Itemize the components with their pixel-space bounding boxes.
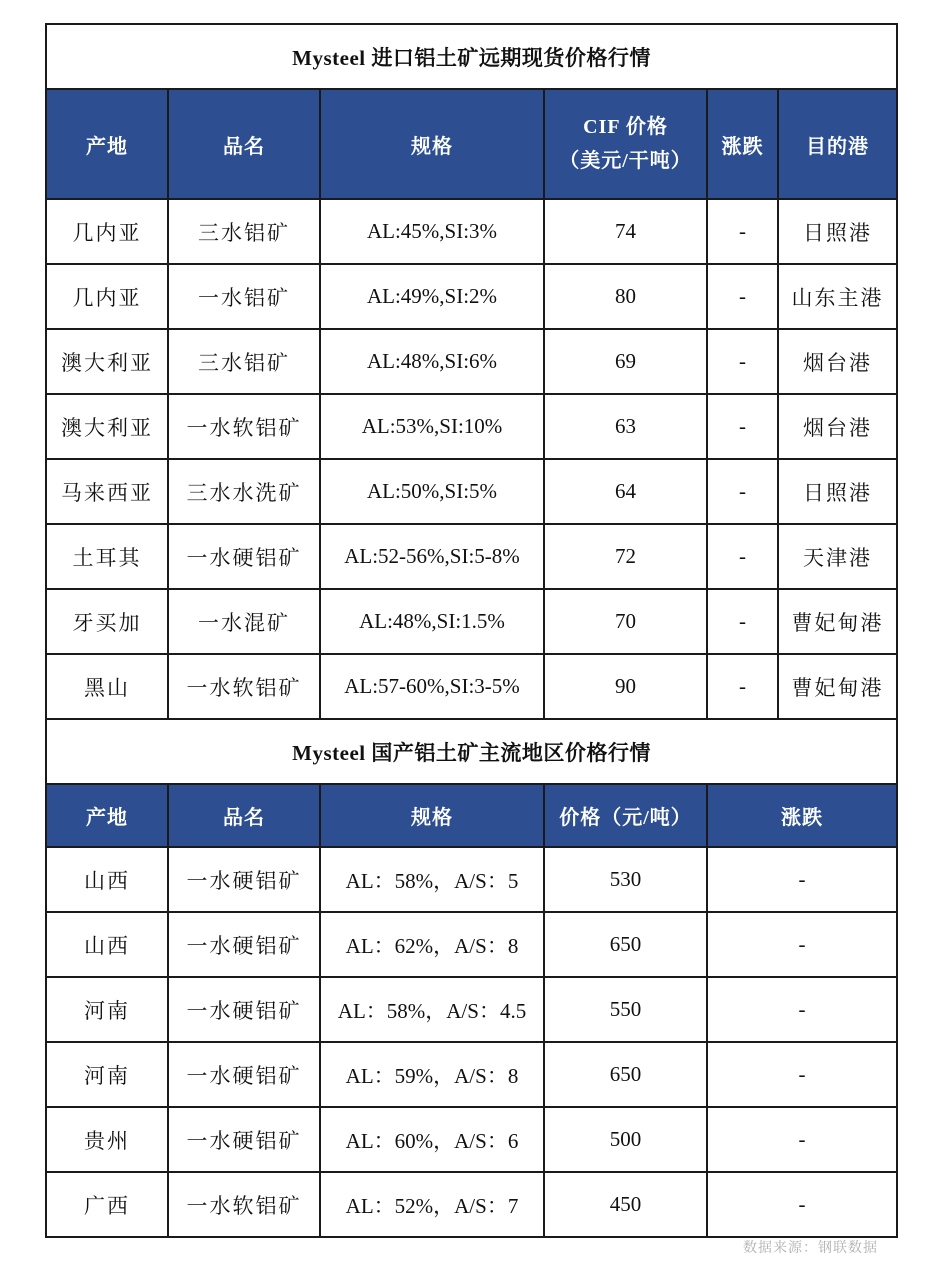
cell-change: - — [707, 1107, 897, 1172]
cell-price: 500 — [544, 1107, 707, 1172]
import-table-title: Mysteel 进口铝土矿远期现货价格行情 — [46, 24, 897, 89]
header-origin: 产地 — [46, 784, 168, 847]
table-row — [46, 977, 897, 1042]
cell-change: - — [707, 394, 778, 459]
domestic-header-row — [46, 784, 897, 847]
header-port: 目的港 — [778, 89, 897, 199]
domestic-table-body — [46, 847, 897, 1237]
cell-product: 一水硬铝矿 — [168, 847, 320, 912]
table-row — [46, 459, 897, 524]
cell-origin: 澳大利亚 — [46, 394, 168, 459]
cell-origin: 马来西亚 — [46, 459, 168, 524]
header-spec: 规格 — [320, 784, 544, 847]
cell-origin: 几内亚 — [46, 264, 168, 329]
cell-change: - — [707, 1172, 897, 1237]
cell-price: 90 — [544, 654, 707, 719]
cell-product: 一水软铝矿 — [168, 394, 320, 459]
cell-spec: AL：62%，A/S：8 — [320, 912, 544, 977]
cell-product: 三水铝矿 — [168, 199, 320, 264]
cell-price: 70 — [544, 589, 707, 654]
header-product: 品名 — [168, 784, 320, 847]
cell-port: 天津港 — [778, 524, 897, 589]
cell-change: - — [707, 459, 778, 524]
cell-spec: AL：58%，A/S：4.5 — [320, 977, 544, 1042]
table-row — [46, 654, 897, 719]
cell-origin: 土耳其 — [46, 524, 168, 589]
cell-spec: AL：60%，A/S：6 — [320, 1107, 544, 1172]
cell-product: 一水软铝矿 — [168, 654, 320, 719]
table-row — [46, 589, 897, 654]
cell-origin: 河南 — [46, 1042, 168, 1107]
cell-product: 一水硬铝矿 — [168, 912, 320, 977]
import-header-row — [46, 89, 897, 199]
cell-product: 三水水洗矿 — [168, 459, 320, 524]
table-row — [46, 1042, 897, 1107]
cell-port: 烟台港 — [778, 329, 897, 394]
cell-origin: 广西 — [46, 1172, 168, 1237]
cell-spec: AL:49%,SI:2% — [320, 264, 544, 329]
cell-price: 74 — [544, 199, 707, 264]
cell-price: 550 — [544, 977, 707, 1042]
cell-price: 650 — [544, 1042, 707, 1107]
data-source-note: 数据来源：钢联数据 — [743, 1240, 878, 1256]
cell-origin: 几内亚 — [46, 199, 168, 264]
cell-price: 63 — [544, 394, 707, 459]
table-row — [46, 1107, 897, 1172]
cell-spec: AL：52%，A/S：7 — [320, 1172, 544, 1237]
cell-port: 烟台港 — [778, 394, 897, 459]
cell-origin: 河南 — [46, 977, 168, 1042]
table-row — [46, 847, 897, 912]
cell-product: 一水硬铝矿 — [168, 524, 320, 589]
cell-origin: 牙买加 — [46, 589, 168, 654]
cell-port: 日照港 — [778, 459, 897, 524]
cell-change: - — [707, 977, 897, 1042]
header-spec: 规格 — [320, 89, 544, 199]
cell-port: 日照港 — [778, 199, 897, 264]
cell-change: - — [707, 589, 778, 654]
cell-spec: AL:50%,SI:5% — [320, 459, 544, 524]
price-table — [45, 23, 898, 1238]
cell-product: 三水铝矿 — [168, 329, 320, 394]
cell-product: 一水铝矿 — [168, 264, 320, 329]
import-table-body — [46, 199, 897, 719]
cell-spec: AL:45%,SI:3% — [320, 199, 544, 264]
cell-product: 一水硬铝矿 — [168, 1107, 320, 1172]
cell-origin: 黑山 — [46, 654, 168, 719]
cell-price: 69 — [544, 329, 707, 394]
domestic-table-title: Mysteel 国产铝土矿主流地区价格行情 — [46, 719, 897, 784]
price-report — [45, 23, 896, 1238]
header-change: 涨跌 — [707, 89, 778, 199]
header-price: 价格（元/吨） — [544, 784, 707, 847]
header-product: 品名 — [168, 89, 320, 199]
table-row — [46, 329, 897, 394]
cell-change: - — [707, 524, 778, 589]
cell-port: 曹妃甸港 — [778, 589, 897, 654]
table-row — [46, 524, 897, 589]
cell-price: 530 — [544, 847, 707, 912]
cell-price: 64 — [544, 459, 707, 524]
cell-price: 80 — [544, 264, 707, 329]
cell-spec: AL:52-56%,SI:5-8% — [320, 524, 544, 589]
table-row — [46, 199, 897, 264]
header-origin: 产地 — [46, 89, 168, 199]
cell-product: 一水混矿 — [168, 589, 320, 654]
header-change: 涨跌 — [707, 784, 897, 847]
cell-spec: AL:48%,SI:1.5% — [320, 589, 544, 654]
table-row — [46, 264, 897, 329]
cell-product: 一水硬铝矿 — [168, 1042, 320, 1107]
cell-origin: 贵州 — [46, 1107, 168, 1172]
cell-spec: AL：59%，A/S：8 — [320, 1042, 544, 1107]
cell-price: 450 — [544, 1172, 707, 1237]
table-row — [46, 1172, 897, 1237]
cell-change: - — [707, 329, 778, 394]
table-row — [46, 394, 897, 459]
cell-port: 曹妃甸港 — [778, 654, 897, 719]
cell-spec: AL：58%，A/S：5 — [320, 847, 544, 912]
header-cif-price-line2: （美元/干吨） — [559, 150, 692, 172]
header-cif-price-line1: CIF 价格 — [583, 116, 668, 138]
cell-product: 一水硬铝矿 — [168, 977, 320, 1042]
cell-change: - — [707, 264, 778, 329]
cell-change: - — [707, 912, 897, 977]
table-row — [46, 912, 897, 977]
cell-change: - — [707, 654, 778, 719]
cell-spec: AL:53%,SI:10% — [320, 394, 544, 459]
cell-port: 山东主港 — [778, 264, 897, 329]
cell-price: 72 — [544, 524, 707, 589]
cell-origin: 澳大利亚 — [46, 329, 168, 394]
cell-spec: AL:48%,SI:6% — [320, 329, 544, 394]
cell-change: - — [707, 199, 778, 264]
header-cif-price — [544, 89, 707, 199]
cell-price: 650 — [544, 912, 707, 977]
cell-origin: 山西 — [46, 912, 168, 977]
cell-change: - — [707, 1042, 897, 1107]
cell-change: - — [707, 847, 897, 912]
cell-spec: AL:57-60%,SI:3-5% — [320, 654, 544, 719]
cell-product: 一水软铝矿 — [168, 1172, 320, 1237]
cell-origin: 山西 — [46, 847, 168, 912]
